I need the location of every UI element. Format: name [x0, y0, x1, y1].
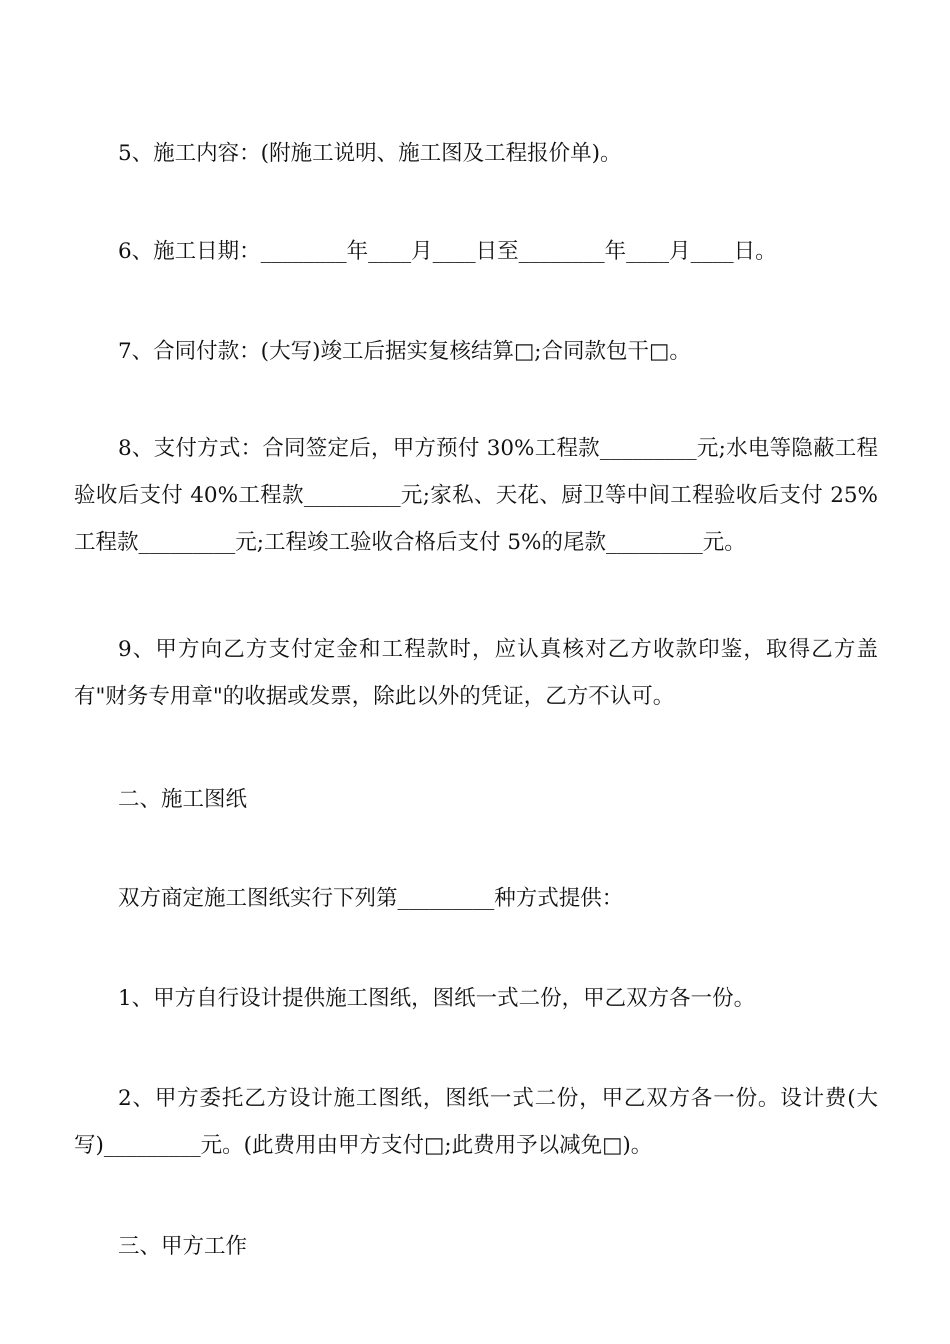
drawings-option-2: 2、甲方委托乙方设计施工图纸，图纸一式二份，甲乙双方各一份。设计费(大写)_________元。(此费用由甲方支付□;此费用予以减免□)。: [74, 1086, 878, 1158]
section-heading-party-a-work: 三、甲方工作: [118, 1234, 248, 1259]
clause-8-payment-method: 8、支付方式：合同签定后，甲方预付 30%工程款_________元;水电等隐蔽工程验收后支付 40%工程款_________元;家私、天花、厨卫等中间工程验收后支付 25%工程款_________元;工程竣工验收合格后支付 5%的尾款_________元。: [74, 436, 878, 555]
clause-7-contract-payment: 7、合同付款：(大写)竣工后据实复核结算□;合同款包干□。: [118, 339, 691, 364]
clause-5-construction-content: 5、施工内容：(附施工说明、施工图及工程报价单)。: [118, 141, 622, 166]
drawings-method-statement: 双方商定施工图纸实行下列第_________种方式提供：: [118, 886, 624, 911]
section-heading-drawings: 二、施工图纸: [118, 787, 248, 812]
drawings-option-1: 1、甲方自行设计提供施工图纸，图纸一式二份，甲乙双方各一份。: [118, 986, 756, 1011]
clause-9-payment-verification: 9、甲方向乙方支付定金和工程款时，应认真核对乙方收款印鉴，取得乙方盖有"财务专用章"的收据或发票，除此以外的凭证，乙方不认可。: [74, 637, 878, 709]
clause-6-construction-dates: 6、施工日期：________年____月____日至________年____月____日。: [118, 239, 777, 264]
